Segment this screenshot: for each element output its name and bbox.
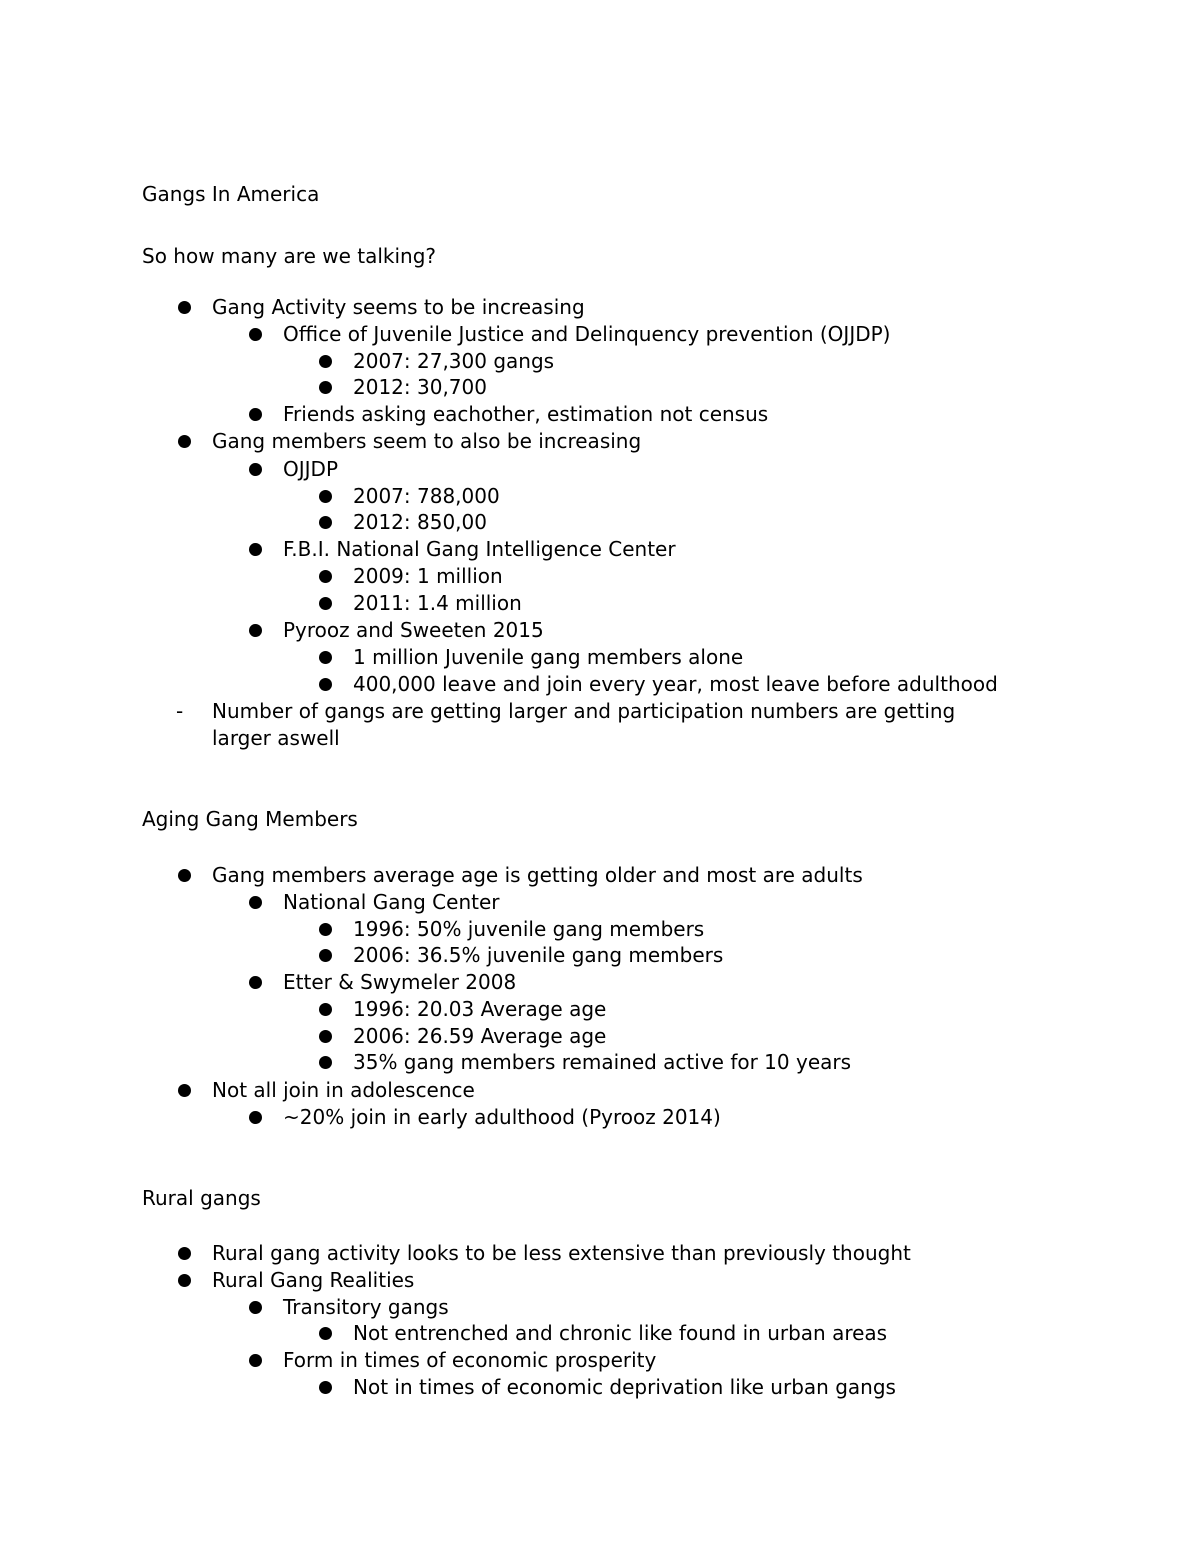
list-item	[353, 671, 998, 698]
list-item	[212, 862, 863, 889]
list-item	[283, 617, 544, 644]
list-item-text: OJJDP	[283, 457, 338, 481]
bullet-icon	[319, 597, 332, 610]
bullet-icon	[249, 463, 262, 476]
bullet-icon	[319, 923, 332, 936]
list-item	[283, 889, 500, 916]
section-heading-rural-gangs: Rural gangs	[142, 1186, 261, 1210]
list-item-text: Form in times of economic prosperity	[283, 1348, 657, 1372]
bullet-icon	[319, 1327, 332, 1340]
list-item-text: Gang Activity seems to be increasing	[212, 295, 585, 319]
list-item	[283, 536, 676, 563]
bullet-icon	[319, 1030, 332, 1043]
list-item-text: 1996: 20.03 Average age	[353, 997, 607, 1021]
list-item-text: Rural gang activity looks to be less extensive than previously thought	[212, 1241, 911, 1265]
list-item	[353, 509, 487, 536]
list-item-text: Etter & Swymeler 2008	[283, 970, 517, 994]
bullet-icon	[249, 1301, 262, 1314]
section-heading-aging-gang-members: Aging Gang Members	[142, 807, 358, 831]
dash-list-item	[176, 698, 956, 725]
list-item-text: 2007: 27,300 gangs	[353, 349, 555, 373]
bullet-icon	[319, 516, 332, 529]
list-item	[353, 563, 503, 590]
list-item-text: Number of gangs are getting larger and participation numbers are getting	[212, 699, 956, 723]
list-item-text: 35% gang members remained active for 10 years	[353, 1050, 852, 1074]
list-item	[212, 1267, 414, 1294]
bullet-icon	[178, 1247, 191, 1260]
list-item	[353, 942, 723, 969]
bullet-icon	[319, 678, 332, 691]
list-item	[212, 428, 641, 455]
list-item-text: Friends asking eachother, estimation not census	[283, 402, 769, 426]
list-item	[353, 483, 500, 510]
list-item	[353, 644, 743, 671]
bullet-icon	[249, 1354, 262, 1367]
list-item	[283, 1347, 656, 1374]
list-item	[283, 456, 338, 483]
bullet-icon	[319, 570, 332, 583]
bullet-icon	[319, 381, 332, 394]
list-item-text: 400,000 leave and join every year, most leave before adulthood	[353, 672, 998, 696]
bullet-icon	[178, 1084, 191, 1097]
list-item-text: Gang members average age is getting older and most are adults	[212, 863, 863, 887]
list-item	[353, 1320, 887, 1347]
list-item-text: 1 million Juvenile gang members alone	[353, 645, 744, 669]
bullet-icon	[178, 301, 191, 314]
list-item-text: 2009: 1 million	[353, 564, 503, 588]
bullet-icon	[178, 435, 191, 448]
section-heading-gangs-in-america: Gangs In America	[142, 182, 320, 206]
dash-marker: -	[176, 699, 184, 723]
list-item-text: National Gang Center	[283, 890, 500, 914]
list-item	[212, 1240, 911, 1267]
bullet-icon	[249, 624, 262, 637]
list-item-text: 2007: 788,000	[353, 484, 500, 508]
bullet-icon	[319, 490, 332, 503]
list-item	[353, 1023, 606, 1050]
bullet-icon	[319, 1056, 332, 1069]
list-item-text: 2006: 26.59 Average age	[353, 1024, 607, 1048]
list-item	[353, 916, 704, 943]
list-item-text: 2006: 36.5% juvenile gang members	[353, 943, 724, 967]
bullet-icon	[249, 976, 262, 989]
list-item-text: Office of Juvenile Justice and Delinquency prevention (OJJDP)	[283, 322, 891, 346]
bullet-icon	[178, 1274, 191, 1287]
list-item-text: Rural Gang Realities	[212, 1268, 415, 1292]
list-item-text: Transitory gangs	[283, 1295, 449, 1319]
list-item	[353, 590, 522, 617]
list-item	[353, 996, 606, 1023]
list-item	[212, 294, 585, 321]
bullet-icon	[249, 896, 262, 909]
list-item-text: Pyrooz and Sweeten 2015	[283, 618, 544, 642]
list-item-text: Not entrenched and chronic like found in urban areas	[353, 1321, 888, 1345]
bullet-icon	[319, 1003, 332, 1016]
list-item	[283, 401, 768, 428]
list-item-text: Gang members seem to also be increasing	[212, 429, 642, 453]
list-item-text: 2011: 1.4 million	[353, 591, 522, 615]
dash-list-item-continuation: larger aswell	[212, 726, 340, 750]
bullet-icon	[178, 869, 191, 882]
list-item	[353, 1049, 851, 1076]
bullet-icon	[249, 1111, 262, 1124]
list-item-text: Not all join in adolescence	[212, 1078, 475, 1102]
list-item	[353, 348, 554, 375]
list-item	[283, 1294, 449, 1321]
bullet-icon	[249, 408, 262, 421]
bullet-icon	[319, 355, 332, 368]
section-subheading: So how many are we talking?	[142, 244, 437, 268]
list-item	[353, 1374, 896, 1401]
bullet-icon	[249, 543, 262, 556]
list-item	[283, 969, 516, 996]
list-item-text: F.B.I. National Gang Intelligence Center	[283, 537, 676, 561]
bullet-icon	[319, 1381, 332, 1394]
list-item-text: Not in times of economic deprivation like urban gangs	[353, 1375, 896, 1399]
list-item-text: 2012: 850,00	[353, 510, 487, 534]
list-item-text: ~20% join in early adulthood (Pyrooz 2014)	[283, 1105, 721, 1129]
list-item	[283, 1104, 721, 1131]
list-item-text: 1996: 50% juvenile gang members	[353, 917, 705, 941]
list-item	[283, 321, 890, 348]
list-item-text: 2012: 30,700	[353, 375, 487, 399]
bullet-icon	[249, 328, 262, 341]
list-item	[212, 1077, 475, 1104]
list-item	[353, 374, 487, 401]
bullet-icon	[319, 949, 332, 962]
bullet-icon	[319, 651, 332, 664]
